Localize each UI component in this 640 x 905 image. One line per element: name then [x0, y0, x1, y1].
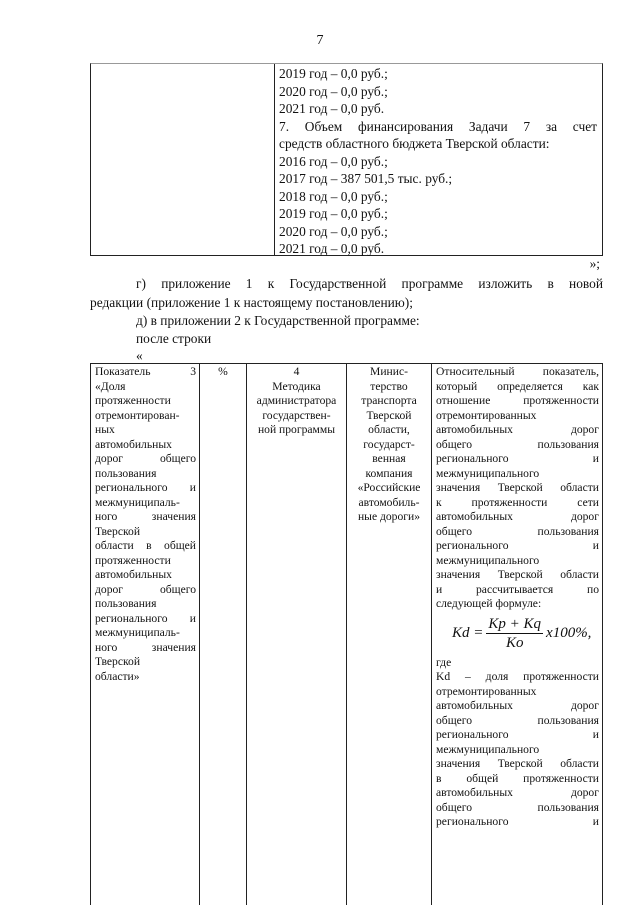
description-line: значения Тверской области [436, 568, 599, 581]
indicator-name-line: «Доля [95, 379, 126, 393]
indicator-name-lines [95, 380, 196, 685]
method-line: Методика [272, 379, 321, 393]
formula [452, 612, 599, 656]
financing-line: 2021 год – 0,0 руб. [279, 241, 385, 256]
indicator-name-line: дорог общего [95, 582, 196, 596]
responsible-line: «Российские [357, 481, 421, 494]
description-line: Kd – доля протяженности [436, 670, 599, 683]
indicator-name-line: межмуниципаль- [95, 495, 180, 509]
description-lines [436, 365, 599, 612]
description-line: регионального и [436, 452, 599, 465]
indicator-name-line: дорог общего [95, 452, 196, 465]
unit-value: % [218, 365, 228, 378]
description-line: межмуниципального [436, 553, 540, 567]
indicator-name-line: ного значения [95, 640, 196, 654]
description-line: общего пользования [436, 713, 599, 727]
indicator-name-line: области» [95, 669, 140, 683]
description-line: значения Тверской области [436, 757, 599, 770]
indicator-name-line: межмуниципаль- [95, 626, 180, 639]
indicator-name-line: регионального и [95, 611, 196, 625]
indicator-label: Показатель [95, 365, 151, 378]
description-line: который определяется как [436, 379, 599, 393]
financing-line: 2020 год – 0,0 руб.; [279, 223, 388, 239]
continuation-table [90, 63, 603, 256]
paragraph-g-line1: г) приложение 1 к Государственной программе изложить в новой [136, 276, 603, 291]
description-line: отремонтированных [436, 408, 537, 422]
responsible-line: автомобиль- [358, 495, 420, 509]
description-line: регионального и [436, 728, 599, 741]
formula-fraction [486, 615, 543, 652]
description-line: следующей формуле: [436, 597, 542, 610]
description-line: в общей протяженности [436, 771, 599, 785]
description-lines-continued [436, 656, 599, 830]
financing-line: 2017 год – 387 501,5 тыс. руб.; [279, 171, 453, 186]
closing-quote: »; [589, 256, 600, 271]
responsible-line: транспорта [361, 394, 417, 407]
description-line: и рассчитывается по [436, 582, 599, 596]
unit-cell [200, 365, 246, 380]
indicator-name-line: автомобильных [95, 437, 172, 451]
description-line: общего пользования [436, 800, 599, 814]
indicator-name-line: протяженности [95, 394, 171, 407]
responsible-line: Тверской [366, 408, 412, 422]
description-line: значения Тверской области [436, 481, 599, 494]
description-line: автомобильных дорог [436, 423, 599, 436]
description-line: межмуниципального [436, 742, 540, 756]
column-divider [431, 364, 432, 905]
column-divider [199, 364, 200, 905]
description-line: Относительный показатель, [436, 365, 599, 378]
indicator-name-line: Тверской [95, 655, 141, 668]
description-line: автомобильных дорог [436, 699, 599, 712]
indicator-name-cell [95, 365, 196, 684]
responsible-line: ные дороги» [357, 510, 421, 523]
description-line: регионального и [436, 539, 599, 552]
description-line: автомобильных дорог [436, 786, 599, 799]
method-line: государствен- [262, 408, 331, 422]
financing-line: 7. Объем финансирования Задачи 7 за счет [279, 118, 597, 134]
formula-lhs: Kd = [452, 625, 484, 642]
indicator-name-line: ных [95, 423, 115, 436]
financing-line: 2019 год – 0,0 руб.; [279, 206, 388, 221]
description-line: межмуниципального [436, 466, 540, 480]
indicator-name-line: ного значения [95, 510, 196, 523]
indicator-name-line: отремонтирован- [95, 408, 180, 422]
description-line: отношение протяженности [436, 394, 599, 407]
indicator-name-line: пользования [95, 466, 157, 480]
method-cell [247, 365, 346, 438]
financing-line: 2018 год – 0,0 руб.; [279, 188, 388, 204]
responsible-line: государст- [363, 437, 415, 451]
indicator-name-header [95, 365, 196, 380]
indicator-name-line: регионального и [95, 481, 196, 494]
description-line: общего пользования [436, 437, 599, 451]
formula-rhs: x100%, [546, 625, 592, 642]
indicator-number: 3 [190, 365, 196, 378]
responsible-line: Минис- [370, 365, 408, 378]
indicator-name-line: области в общей [95, 539, 196, 552]
after-row-label: после строки [136, 331, 212, 346]
indicator-name-line: пользования [95, 597, 157, 610]
indicator-name-line: Тверской [95, 524, 141, 538]
financing-lines [279, 65, 597, 258]
description-line: где [436, 655, 452, 669]
financing-line: 2019 год – 0,0 руб.; [279, 66, 388, 81]
method-line: ной программы [257, 423, 336, 436]
description-line: общего пользования [436, 524, 599, 538]
financing-line: 2021 год – 0,0 руб. [279, 101, 385, 116]
indicator-name-line: протяженности [95, 553, 171, 567]
paragraph-g-line2: редакции (приложение 1 к настоящему постановлению); [90, 295, 413, 310]
formula-denominator: Ko [505, 635, 524, 651]
paragraph-d: д) в приложении 2 к Государственной программе: [136, 313, 420, 328]
description-line: регионального и [436, 815, 599, 828]
open-quote: « [136, 348, 143, 363]
financing-line: 2020 год – 0,0 руб.; [279, 83, 388, 99]
responsible-line: терство [370, 379, 408, 393]
indicator-table [90, 363, 603, 905]
formula-numerator: Kp + Kq [488, 616, 542, 632]
description-cell [436, 365, 599, 830]
responsible-line: области, [368, 423, 410, 436]
method-line: 4 [293, 365, 300, 378]
financing-line: 2016 год – 0,0 руб.; [279, 153, 388, 169]
responsible-line: компания [365, 466, 413, 480]
column-divider [246, 364, 247, 905]
method-line: администратора [256, 394, 337, 407]
description-line: автомобильных дорог [436, 510, 599, 523]
description-line: к протяженности сети [436, 495, 599, 509]
description-line: отремонтированных [436, 684, 537, 698]
page-number: 7 [316, 33, 324, 48]
responsible-cell [347, 365, 431, 525]
indicator-name-line: автомобильных [95, 568, 172, 581]
table-column-divider [274, 64, 275, 255]
responsible-line: венная [372, 452, 406, 465]
financing-line: средств областного бюджета Тверской области: [279, 136, 550, 151]
